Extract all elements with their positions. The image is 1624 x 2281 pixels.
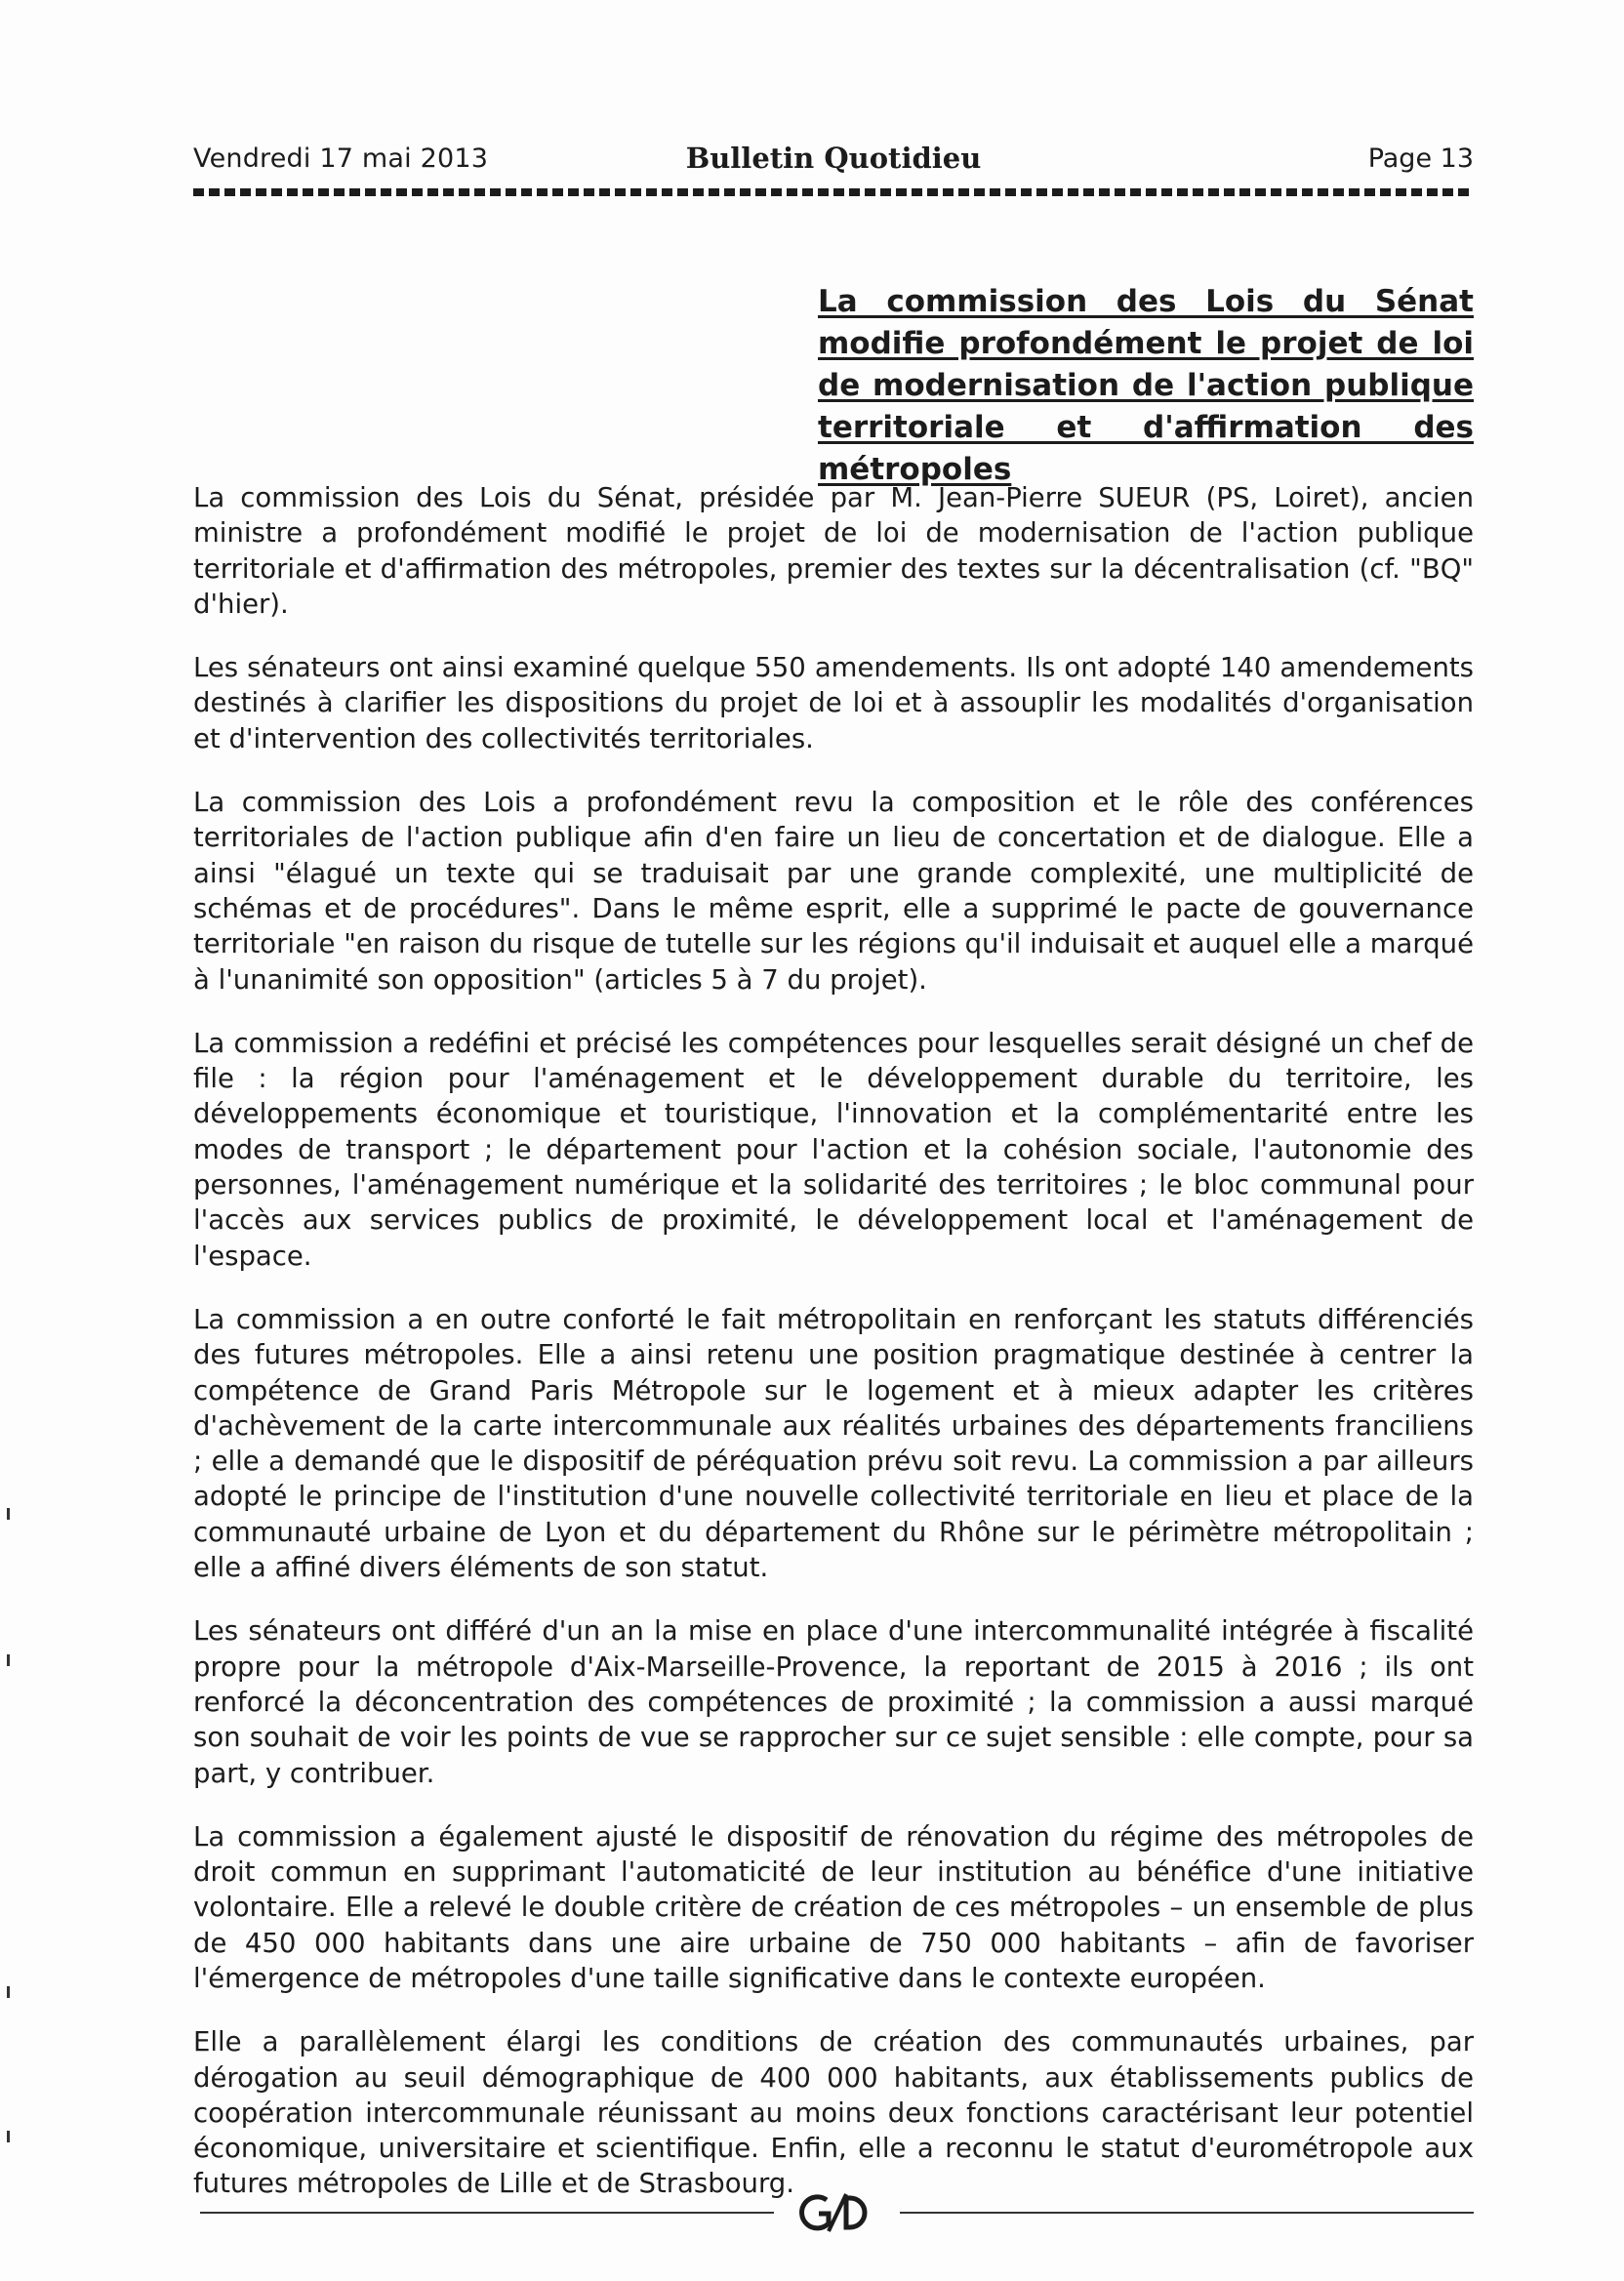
page-header xyxy=(193,143,1474,183)
scan-mark xyxy=(7,1508,10,1520)
scan-mark xyxy=(7,1654,10,1666)
paragraph-3: La commission des Lois a profondément revu la composition et le rôle des conférences territoriales de l'action publique afin d'en faire un lieu de concertation et de dialogue. Elle a ainsi "élagué un texte qui se traduisait par une grande complexité, une multiplicité de schémas et de procédures". Dans le même esprit, elle a supprimé le pacte de gouvernance territoriale "en raison du risque de tutelle sur les régions qu'il induisait et auquel elle a marqué à l'unanimité son opposition" (articles 5 à 7 du projet). xyxy=(193,787,1474,996)
page-footer xyxy=(200,2182,1474,2241)
paragraph-1: La commission des Lois du Sénat, présidée par M. Jean-Pierre SUEUR (PS, Loiret), ancien ministre a profondément modifié le projet de loi de modernisation de l'action publique territoriale et d'affirmation des métropoles, premier des textes sur la décentralisation (cf. "BQ" d'hier). xyxy=(193,482,1474,620)
paragraph-8: Elle a parallèlement élargi les conditions de création des communautés urbaines, par dérogation au seuil démographique de 400 000 habitants, aux établissements publics de coopération intercommunale réunissant au moins deux fonctions caractérisant leur potentiel économique, universitaire et scientifique. Enfin, elle a reconnu le statut d'eurométropole aux futures métropoles de Lille et de Strasbourg. xyxy=(193,2026,1474,2200)
paragraph-4: La commission a redéfini et précisé les compétences pour lesquelles serait désigné un chef de file : la région pour l'aménagement et le développement durable du territoire, les développements économique et touristique, l'innovation et la complémentarité entre les modes de transport ; le département pour l'action et la cohésion sociale, l'autonomie des personnes, l'aménagement numérique et la solidarité des territoires ; le bloc communal pour l'accès aux services publics de proximité, le développement local et l'aménagement de l'espace. xyxy=(193,1027,1474,1272)
paragraph-6: Les sénateurs ont différé d'un an la mise en place d'une intercommunalité intégrée à fiscalité propre pour la métropole d'Aix-Marseille-Provence, la reportant de 2015 à 2016 ; ils ont renforcé la déconcentration des compétences de proximité ; la commission a aussi marqué son souhait de voir les points de vue se rapprocher sur ce sujet sensible : elle compte, pour sa part, y contribuer. xyxy=(193,1615,1474,1789)
header-date: Vendredi 17 mai 2013 xyxy=(193,143,489,174)
article-body xyxy=(193,480,1474,2230)
footer-rule-left xyxy=(200,2212,774,2214)
paragraph-7: La commission a également ajusté le dispositif de rénovation du régime des métropoles de droit commun en supprimant l'automaticité de leur institution au bénéfice d'une initiative volontaire. Elle a relevé le double critère de création de ces métropoles – un ensemble de plus de 450 000 habitants dans une aire urbaine de 750 000 habitants – afin de favoriser l'émergence de métropoles d'une taille significative dans le contexte européen. xyxy=(193,1820,1474,1994)
scan-mark xyxy=(7,1986,10,1998)
footer-rule-right xyxy=(900,2212,1474,2214)
paragraph-5: La commission a en outre conforté le fait métropolitain en renforçant les statuts différenciés des futures métropoles. Elle a ainsi retenu une position pragmatique destinée à centrer la compétence de Grand Paris Métropole sur le logement et à mieux adapter les critères d'achèvement de la carte intercommunale aux réalités urbaines des départements franciliens ; elle a demandé que le dispositif de péréquation prévu soit revu. La commission a par ailleurs adopté le principe de l'institution d'une nouvelle collectivité territoriale en lieu et place de la communauté urbaine de Lyon et du département du Rhône sur le périmètre métropolitain ; elle a affiné divers éléments de son statut. xyxy=(193,1303,1474,1584)
gd-logo-icon xyxy=(797,2188,879,2237)
scan-mark xyxy=(7,2131,10,2142)
paragraph-2: Les sénateurs ont ainsi examiné quelque 550 amendements. Ils ont adopté 140 amendements destinés à clarifier les dispositions du projet de loi et à assouplir les modalités d'organisation et d'intervention des collectivités territoriales. xyxy=(193,652,1474,754)
header-page-number: Page 13 xyxy=(1367,143,1474,174)
header-dotted-rule xyxy=(193,188,1474,196)
article-headline: La commission des Lois du Sénat modifie profondément le projet de loi de modernisation de l'action publique territoriale et d'affirmation des métropoles xyxy=(818,284,1474,487)
header-title: Bulletin Quotidieu xyxy=(685,142,982,175)
